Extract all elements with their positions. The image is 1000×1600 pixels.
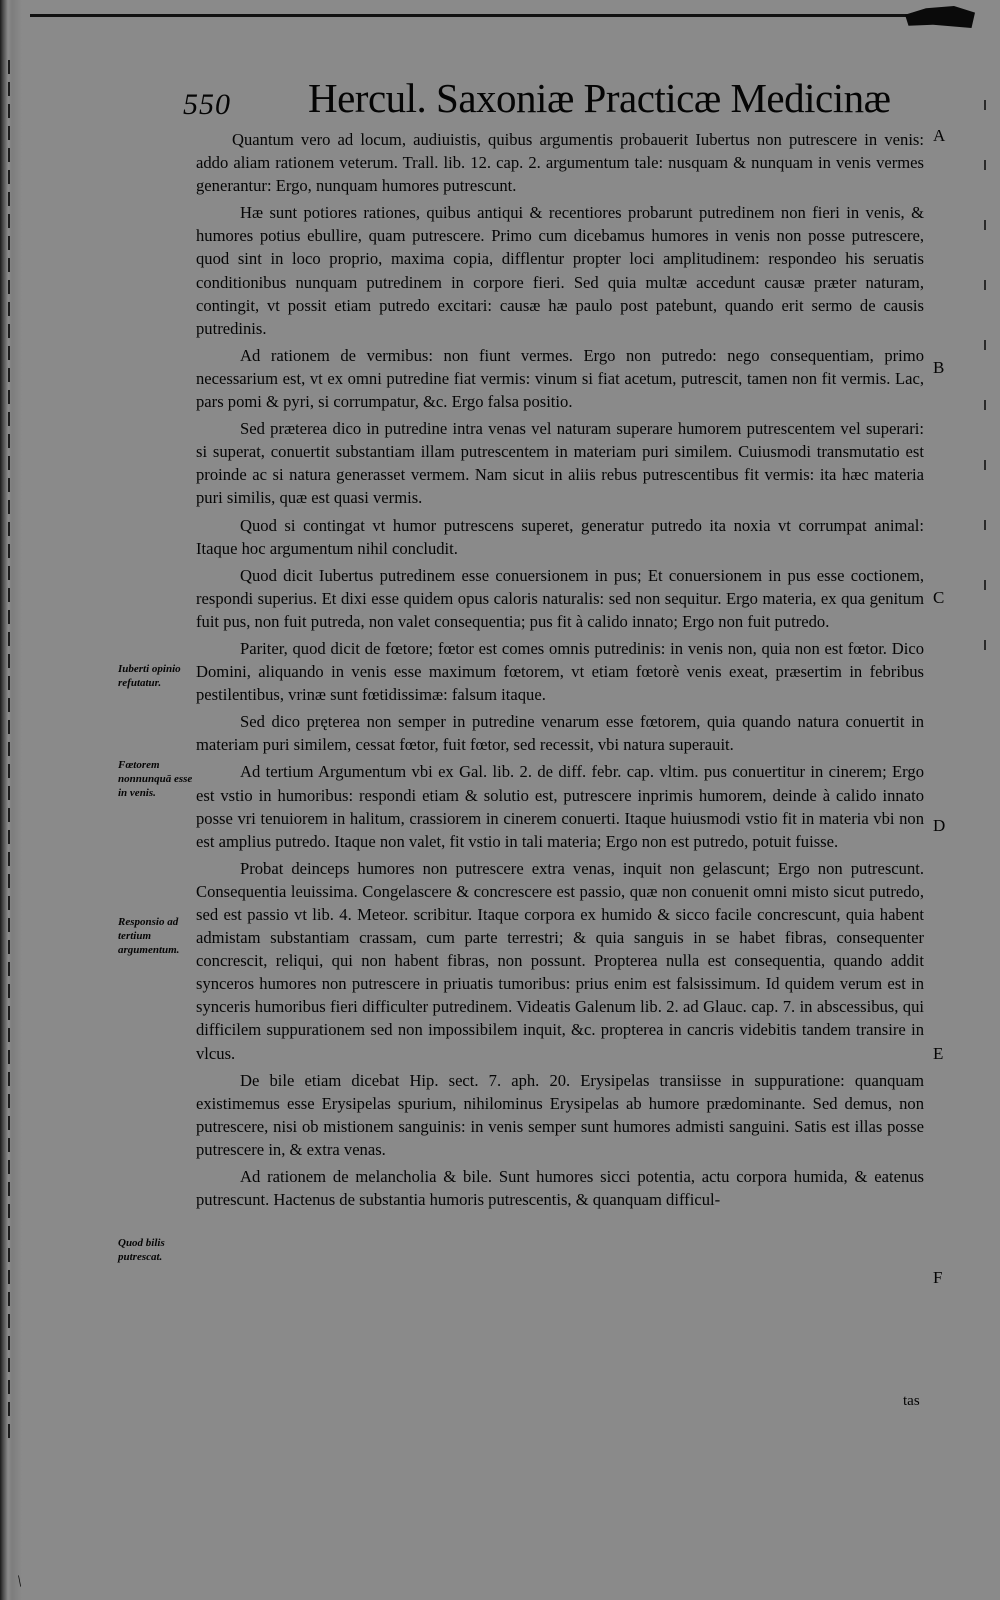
margin-letter: B — [933, 358, 945, 377]
page-header — [183, 74, 923, 124]
paragraph: Quod dicit Iubertus putredinem esse conuersionem in pus; Et conuersionem in pus esse coctionem, respondi superius. Et dixi esse quidem opus caloris naturalis: sed non sequitur. Ergo materia, ex qua genitum fuit pus, non fuit putreda, non valet consequentia; pus fit à calido innato; Ergo non fuit putredo. — [196, 565, 924, 631]
paragraph: Hæ sunt potiores rationes, quibus antiqui & recentiores probarunt putredinem non fieri in venis, & humores potius ebullire, quam putrescere. Primo cum dicebamus humores in venis non posse putrescere, quod sint in loco proprio, maxima copia, difflentur propter loci amplitudinem: respondeo his seruatis conditionibus nunquam putredinem in corpore fieri. Sed quia multæ accedunt causæ præter naturam, contingit, vt possit etiam putredo excitari: causæ hæ paulo post patebunt, quando erit sermo de causis putredinis. — [196, 203, 924, 338]
paragraph: Quod si contingat vt humor putrescens superet, generatur putredo ita noxia vt corrumpat animal: Itaque hoc argumentum nihil concludit. — [196, 515, 924, 558]
corner-mark: / — [13, 1573, 27, 1591]
scan-left-edge — [0, 0, 22, 1600]
ink-blot — [905, 6, 975, 28]
margin-letter: E — [933, 1044, 944, 1063]
side-note: Fœtorem nonnunquā esse in venis. — [118, 759, 193, 799]
paragraph: De bile etiam dicebat Hip. sect. 7. aph. 20. Erysipelas transiisse in suppuratione: quanquam existimemus esse Erysipelas spurium, nihilominus Erysipelas ab humore prædominante. Sed demus, non putrescere, nisi ob mistionem sanguinis: in venis semper sunt humores admisti sanguini. Satis est illas posse putrescere in, & extra venas. — [196, 1070, 924, 1159]
paragraph: Pariter, quod dicit de fœtore; fœtor est comes omnis putredinis: in venis non, quia non est fœtor. Dico Domini, aliquando in venis esse maximum fœtorem, vt etiam fœtorè venis exeat, præsertim in febribus pestilentibus, vrinæ sunt fœtidissimæ: falsum itaque. — [196, 638, 924, 705]
side-note: Iuberti opinio refutatur. — [118, 663, 181, 689]
paragraph: Ad rationem de vermibus: non fiunt vermes. Ergo non putredo: nego consequentiam, primo necessarium est, vt ex omni putredine fiat vermis: vinum si fiat acetum, putrescit, tamen non fit vermis. Lac, pars pomi & pyri, si corrumpatur, &c. Ergo falsa positio. — [196, 345, 924, 412]
scan-right-edge — [984, 100, 986, 700]
paragraph: Ad rationem de melancholia & bile. Sunt humores sicci potentia, actu corpora humida, & eatenus putrescunt. Hactenus de substantia humoris putrescentis, & quanquam difficul- — [196, 1167, 924, 1210]
margin-letter: C — [933, 588, 945, 607]
running-title: Hercul. Saxoniæ Practicæ Medicinæ — [308, 75, 891, 121]
side-note: Responsio ad tertium argumentum. — [118, 916, 180, 956]
margin-letter: D — [933, 816, 946, 835]
paragraph: Sed dico pręterea non semper in putredine venarum esse fœtorem, quia quando natura conuertit in materiam puri similem, cessat fœtor, fuit fœtor, sed recessit, vbi natura superauit. — [196, 712, 924, 755]
margin-letter: F — [933, 1268, 943, 1287]
paragraph: Probat deinceps humores non putrescere extra venas, inquit non gelascunt; Ergo non putrescunt. Consequentia leuissima. Congelascere & concrescere est passio, quæ non conuenit omni misto sicut putredo, sed est passio vt lib. 4. Meteor. scribitur. Itaque corpora ex humido & sicco facile concrescunt, quia habent admistam substantiam crassam, cum parte terrestri; & quia sanguis in se habet fibras, consequenter concrescit, reliqui, qui non habent fibras, non possunt. Propterea nulla est consequentia, quando addit synceros humores non putrescere in priuatis tumoribus: prius enim est falsissimum. Id quidem verum est in synceris humoribus fieri difficulter putredinem. Videatis Galenum lib. 2. ad Glauc. cap. 7. in abscessibus, qui difficilem suppurationem sed non impossibilem inquit, &c. propterea in cancris videbitis tandem transire in vlcus. — [196, 858, 924, 1063]
page-number: 550 — [183, 88, 231, 121]
main-text — [196, 128, 924, 1211]
margin-letter: A — [933, 126, 946, 145]
paragraph: Sed præterea dico in putredine intra venas vel naturam superare humorem putrescentem vel superari: si superat, conuertit substantiam illam putrescentem in materiam puri similem. Cuiusmodi transmutatio est proinde ac si natura generasset vermem. Nam sicut in aliis rebus putrescentibus fit vermis: ita hæc materia puri similis, quæ est quasi vermis. — [196, 419, 924, 508]
top-rule — [30, 14, 960, 17]
catchword: tas — [903, 1393, 920, 1409]
paragraph: Ad tertium Argumentum vbi ex Gal. lib. 2. de diff. febr. cap. vltim. pus conuertitur in cinerem; Ergo est vstio in humoribus: respondi etiam & solutio est, putrescere inprimis humorem, deinde à calido innato posse vri tenuiorem in halitum, crassiorem in cinerem conuerti. Itaque huiusmodi vstio fit in materia vbi non est amplius putredo. Itaque non valet, fit vstio in tali materia; Ergo non est putredo, potuit fuisse. — [196, 762, 924, 851]
paragraph: Quantum vero ad locum, audiuistis, quibus argumentis probauerit Iubertus non putrescere in venis: addo aliam rationem veterum. Trall. lib. 12. cap. 2. argumentum tale: nusquam & nunquam in venis vermes generantur: Ergo, nunquam humores putrescunt. — [196, 130, 924, 196]
side-note: Quod bilis putrescat. — [118, 1237, 165, 1263]
